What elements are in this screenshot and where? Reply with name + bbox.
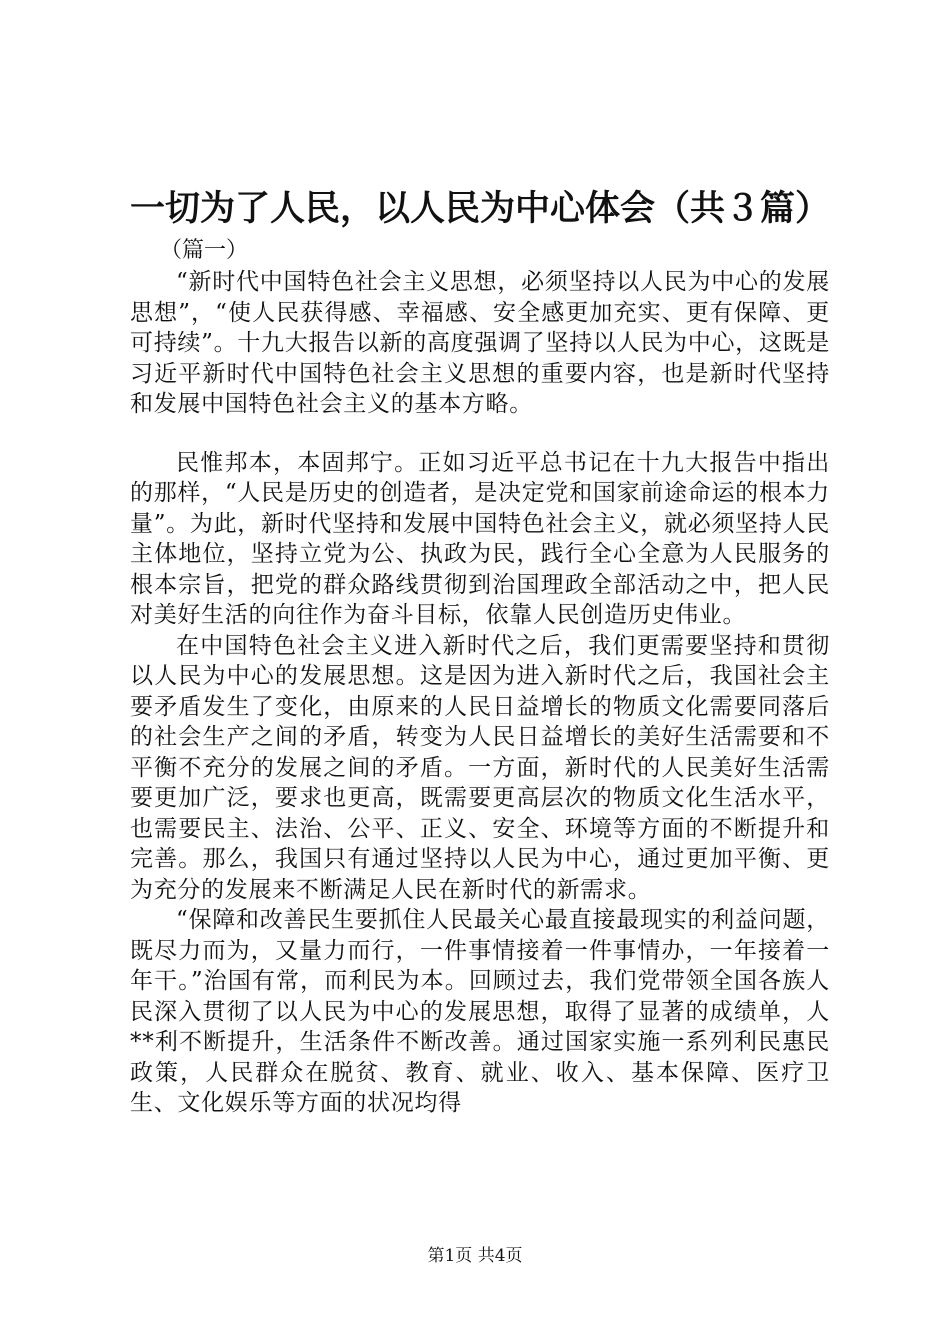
paragraph-4: “保障和改善民生要抓住人民最关心最直接最现实的利益问题，既尽力而为，又量力而行，一件事情接着一件事情办，一年接着一年干。”治国有常，而利民为本。回顾过去，我们党带领全国各族人民深入贯彻了以人民为中心的发展思想，取得了显著的成绩单，人**利不断提升，生活条件不断改善。通过国家实施一系列利民惠民政策，人民群众在脱贫、教育、就业、收入、基本保障、医疗卫生、文化娱乐等方面的状况均得 xyxy=(130,907,830,1116)
paragraph-1: “新时代中国特色社会主义思想，必须坚持以人民为中心的发展思想”，“使人民获得感、幸福感、安全感更加充实、更有保障、更可持续”。十九大报告以新的高度强调了坚持以人民为中心，这既是习近平新时代中国特色社会主义思想的重要内容，也是新时代坚持和发展中国特色社会主义的基本方略。 xyxy=(130,269,830,417)
paragraph-2: 民惟邦本，本固邦宁。正如习近平总书记在十九大报告中指出的那样，“人民是历史的创造者，是决定党和国家前途命运的根本力量”。为此，新时代坚持和发展中国特色社会主义，就必须坚持人民主体地位，坚持立党为公、执政为民，践行全心全意为人民服务的根本宗旨，把党的群众路线贯彻到治国理政全部活动之中，把人民对美好生活的向往作为奋斗目标，依靠人民创造历史伟业。 xyxy=(130,449,830,628)
paragraph-3: 在中国特色社会主义进入新时代之后，我们更需要坚持和贯彻以人民为中心的发展思想。这是因为进入新时代之后，我国社会主要矛盾发生了变化，由原来的人民日益增长的物质文化需要同落后的社会生产之间的矛盾，转变为人民日益增长的美好生活需要和不平衡不充分的发展之间的矛盾。一方面，新时代的人民美好生活需要更加广泛，要求也更高，既需要更高层次的物质文化生活水平，也需要民主、法治、公平、正义、安全、环境等方面的不断提升和完善。那么，我国只有通过坚持以人民为中心，通过更加平衡、更为充分的发展来不断满足人民在新时代的新需求。 xyxy=(130,632,830,903)
page-footer: 第1页 共4页 xyxy=(427,1246,523,1266)
section-label: （篇一） xyxy=(160,238,249,263)
document-title: 一切为了人民，以人民为中心体会（共３篇） xyxy=(130,188,831,229)
document-body xyxy=(130,267,830,1119)
